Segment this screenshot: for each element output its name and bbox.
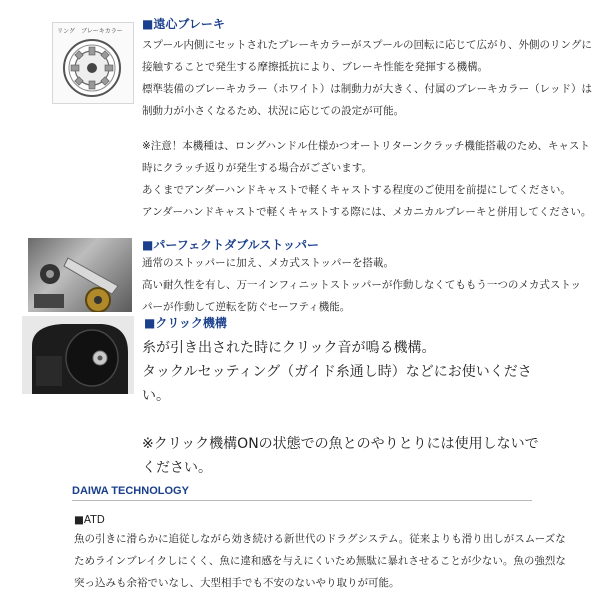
stopper-line: 高い耐久性を有し、万一インフィニットストッパーが作動しなくてももう一つのメカ式ストッ <box>142 279 582 291</box>
click-title: ■クリック機構 <box>144 316 227 330</box>
click-note-line: ※クリック機構ONの状態での魚とのやりとりには使用しないで <box>142 436 539 452</box>
daiwa-technology-heading: DAIWA TECHNOLOGY <box>72 485 189 497</box>
brake-line: 制動力が小さくなるため、状況に応じての設定が可能。 <box>142 105 405 117</box>
click-line: タックルセッティング（ガイド糸通し時）などにお使いくださ <box>142 364 532 380</box>
stopper-gear-icon <box>28 238 132 312</box>
brake-title: ■遠心ブレーキ <box>142 17 225 31</box>
brake-diagram <box>52 22 134 104</box>
brake-line: 標準装備のブレーキカラー（ホワイト）は制動力が大きく、付属のブレーキカラー（レッド）は <box>142 83 593 95</box>
stopper-title: ■パーフェクトダブルストッパー <box>142 238 319 252</box>
stopper-description <box>142 252 581 318</box>
click-line: い。 <box>142 388 170 404</box>
ring-label: リング <box>57 28 75 35</box>
atd-line: 突っ込みも余裕でいなし、大型相手でも不安のないやり取りが可能。 <box>74 577 400 589</box>
stopper-line: 通常のストッパーに加え、メカ式ストッパーを搭載。 <box>142 257 394 269</box>
click-description <box>142 336 532 408</box>
click-note <box>142 432 539 480</box>
divider <box>72 500 532 501</box>
click-line: 糸が引き出された時にクリック音が鳴る機構。 <box>142 340 436 356</box>
brake-note-line: あくまでアンダーハンドキャストで軽くキャストする程度のご使用を前提にしてください。 <box>142 184 571 196</box>
atd-line: 魚の引きに滑らかに追従しながら効き続ける新世代のドラグシステム。従来よりも滑り出しがスムーズな <box>74 533 566 545</box>
stopper-photo <box>28 238 132 312</box>
brake-color-label: ブレーキカラー <box>81 28 123 35</box>
click-reel-icon <box>22 316 134 394</box>
atd-description <box>74 528 566 594</box>
brake-line: 接触することで発生する摩擦抵抗により、ブレーキ性能を発揮する機構。 <box>142 61 489 73</box>
click-photo <box>22 316 134 394</box>
atd-title: ■ATD <box>74 514 105 526</box>
brake-note <box>142 135 591 223</box>
brake-description <box>142 34 592 122</box>
brake-note-line: アンダーハンドキャストで軽くキャストする際には、メカニカルブレーキと併用してください。 <box>142 206 592 218</box>
brake-line: スプール内側にセットされたブレーキカラーがスプールの回転に応じて広がり、外側のリングに <box>142 39 592 51</box>
atd-line: ためラインブレイクしにくく、魚に違和感を与えにくいため無駄に暴れさせることが少ない。魚の強烈な <box>74 555 566 567</box>
stopper-line: パーが作動して逆転を防ぐセーフティ機能。 <box>142 301 351 313</box>
brake-note-line: ※注意！本機種は、ロングハンドル仕様かつオートリターンクラッチ機能搭載のため、キャスト <box>142 140 590 152</box>
click-note-line: ください。 <box>142 460 212 476</box>
brake-spool-icon <box>59 35 125 101</box>
brake-note-line: 時にクラッチ返りが発生する場合がございます。 <box>142 162 372 174</box>
